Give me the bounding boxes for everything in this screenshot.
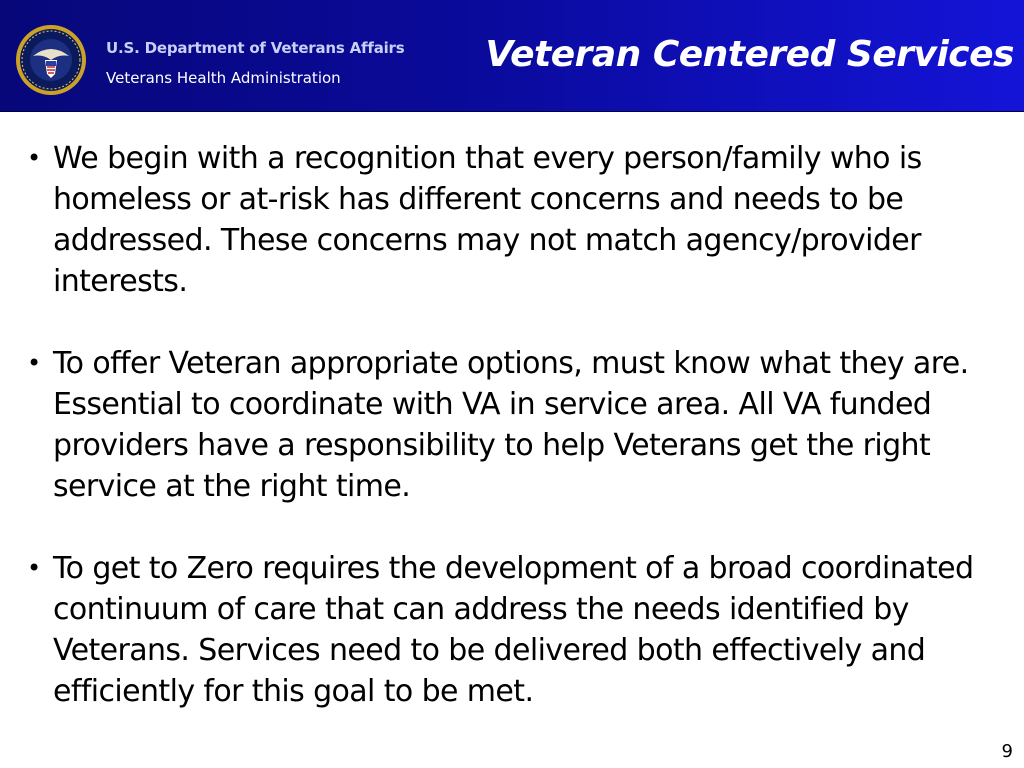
bullet-text: To offer Veteran appropriate options, must know what they are. Essential to coordinate with VA in service area. All VA funded providers have a responsibility to help Veterans get the right service at the right time. xyxy=(53,346,969,504)
va-seal-icon xyxy=(15,24,87,96)
bullet-item xyxy=(0,548,1024,712)
bullet-text: To get to Zero requires the development of a broad coordinated continuum of care that can address the needs identified by Veterans. Services need to be delivered both effectively and efficiently for this goal to be met. xyxy=(53,551,974,709)
bullet-dot-icon: • xyxy=(27,349,41,377)
bullet-item xyxy=(0,343,1024,507)
bullet-dot-icon: • xyxy=(27,554,41,582)
slide-header xyxy=(0,0,1024,112)
bullet-dot-icon: • xyxy=(27,144,41,172)
administration-name: Veterans Health Administration xyxy=(106,69,341,87)
organization-name: U.S. Department of Veterans Affairs xyxy=(106,39,405,57)
bullet-text: We begin with a recognition that every person/family who is homeless or at-risk has different concerns and needs to be addressed. These concerns may not match agency/provider interests. xyxy=(53,141,922,299)
bullet-list xyxy=(0,138,1024,753)
bullet-item xyxy=(0,138,1024,302)
page-number: 9 xyxy=(1001,741,1013,762)
slide-title: Veteran Centered Services xyxy=(485,34,1014,75)
